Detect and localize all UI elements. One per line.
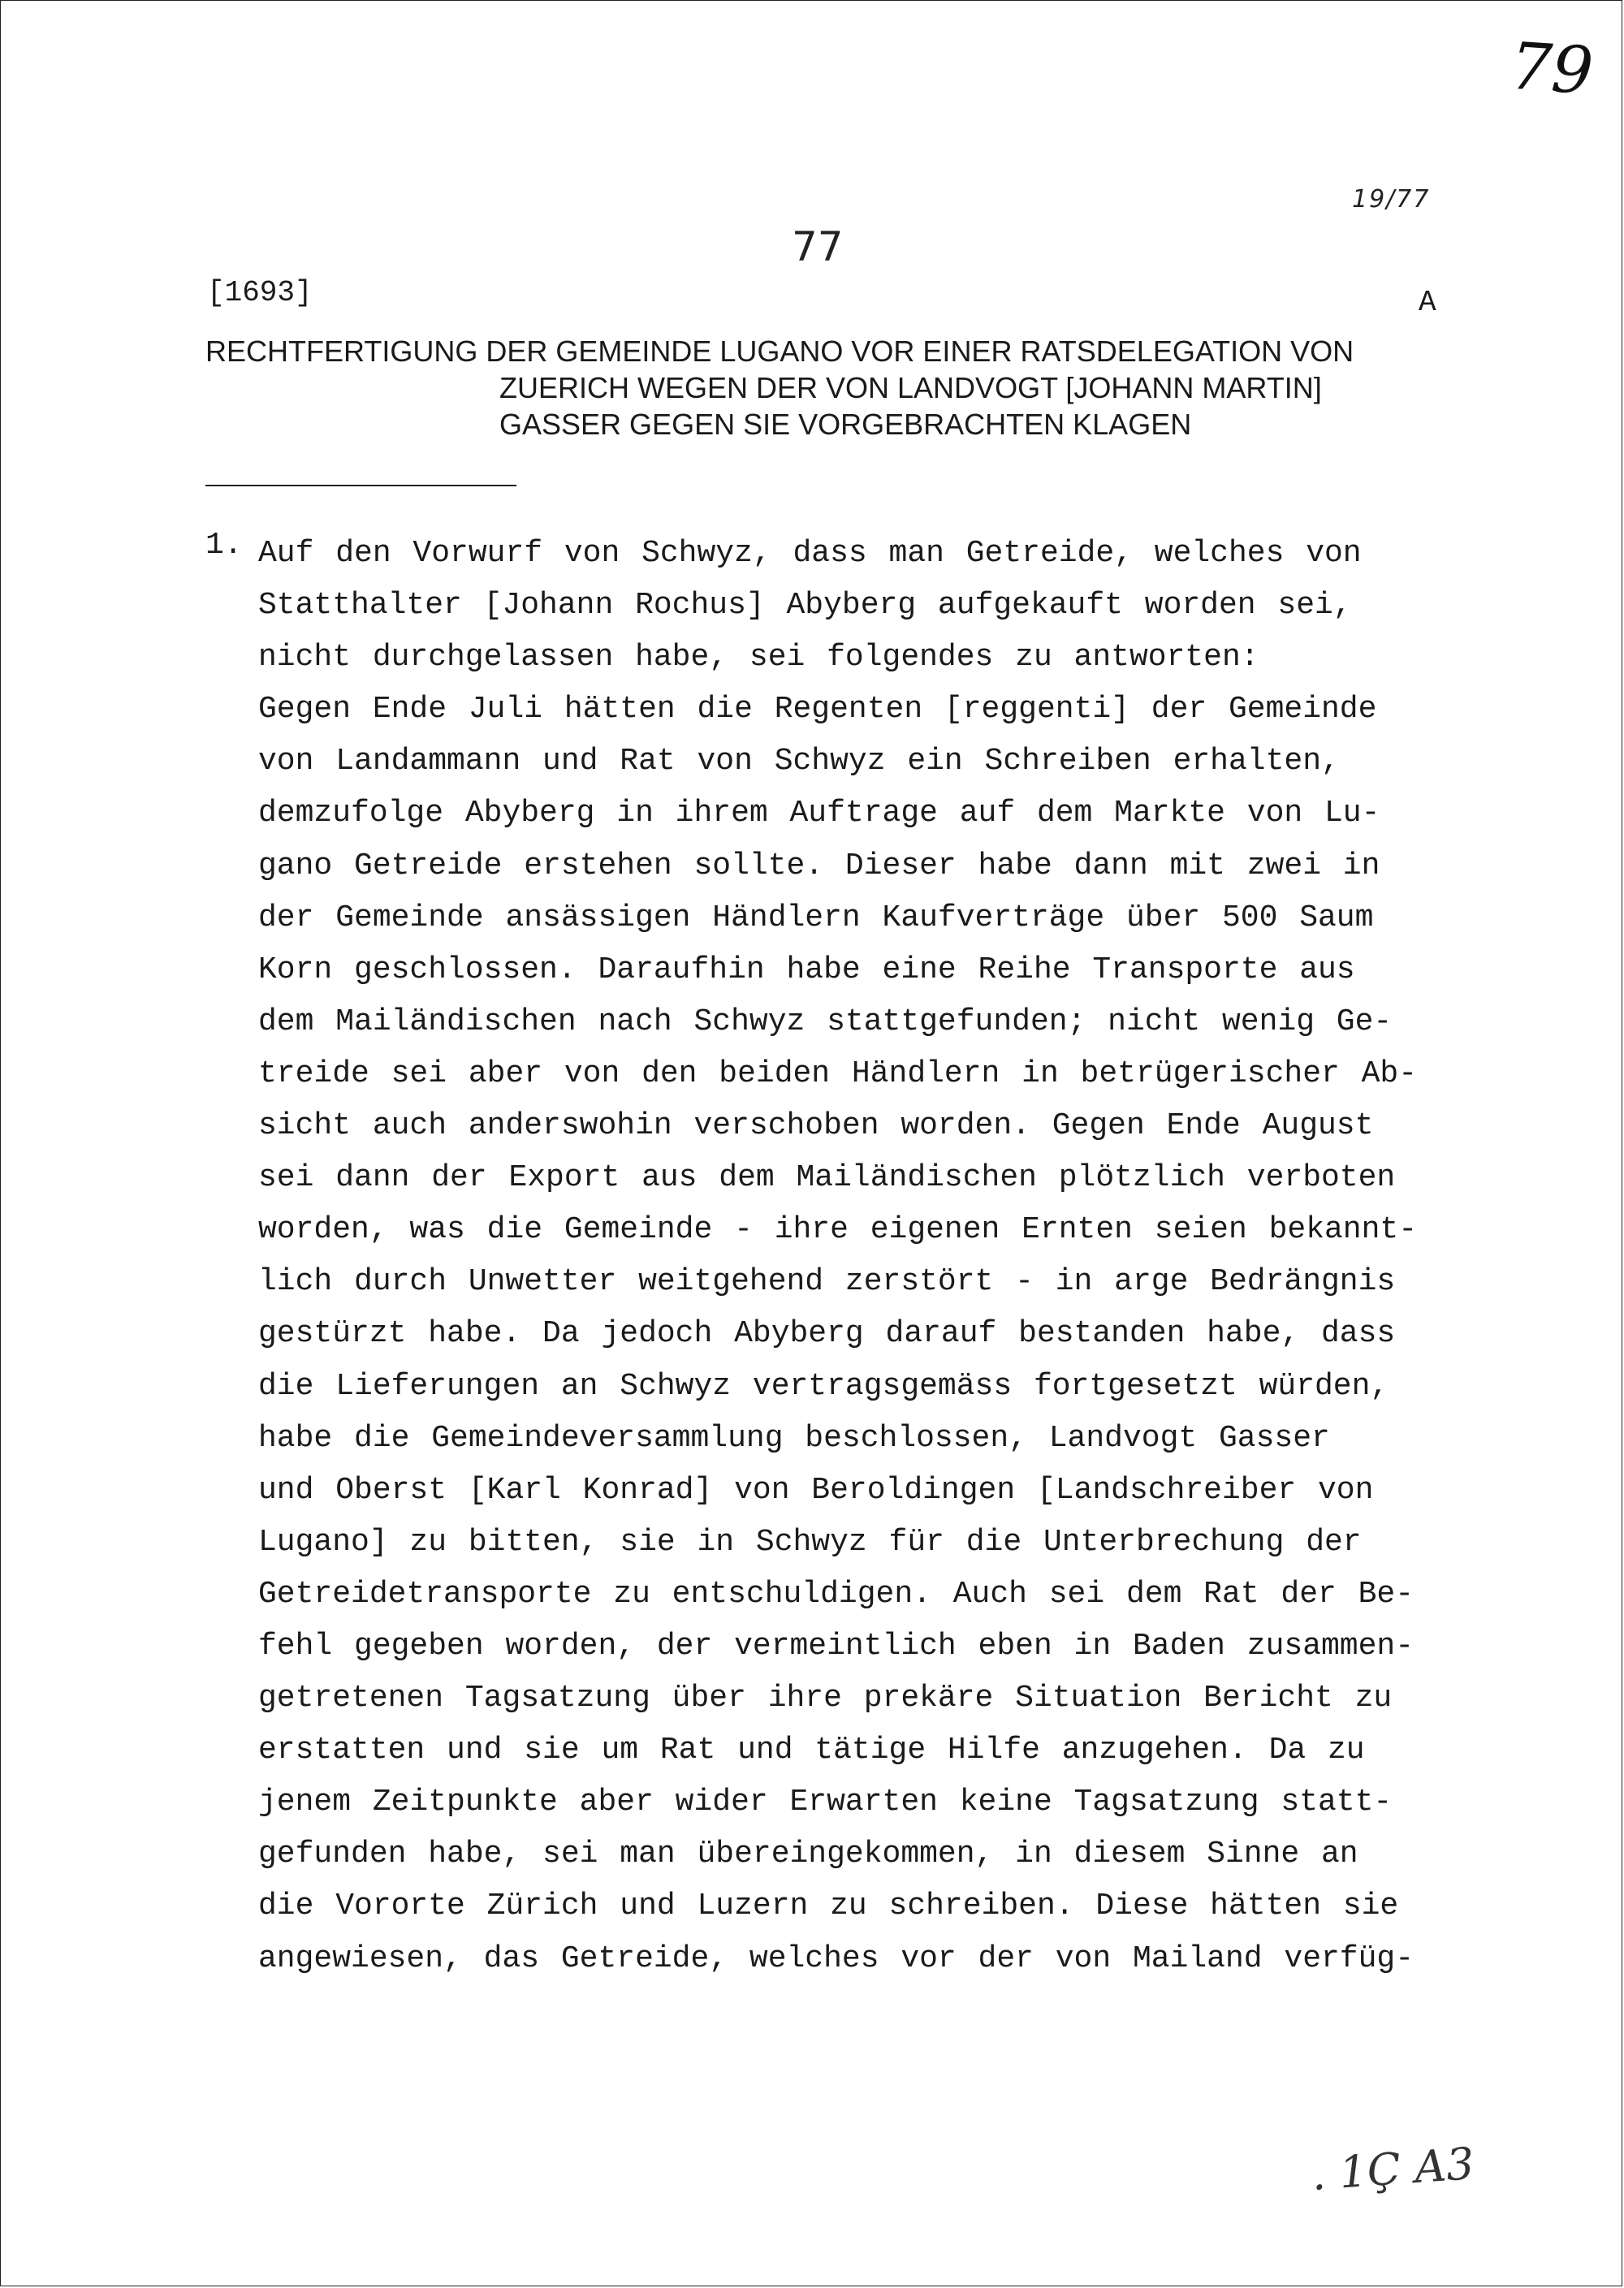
- body-line: gano Getreide erstehen sollte. Dieser habe dann mit zwei in: [258, 848, 1380, 883]
- document-title: [205, 333, 1448, 442]
- body-line: fehl gegeben worden, der vermeintlich eben in Baden zusammen-: [258, 1628, 1415, 1664]
- body-line: Korn geschlossen. Daraufhin habe eine Reihe Transporte aus: [258, 952, 1355, 987]
- document-type-letter: A: [1419, 286, 1436, 319]
- body-line: worden, was die Gemeinde - ihre eigenen Ernten seien bekannt-: [258, 1212, 1418, 1248]
- item-body: [258, 528, 1476, 1985]
- body-line: demzufolge Abyberg in ihrem Auftrage auf dem Markte von Lu-: [258, 796, 1380, 831]
- body-line: gefunden habe, sei man übereingekommen, in diesem Sinne an: [258, 1837, 1358, 1872]
- body-line: der Gemeinde ansässigen Händlern Kaufverträge über 500 Saum: [258, 900, 1374, 935]
- body-line: Auf den Vorwurf von Schwyz, dass man Getreide, welches von: [258, 536, 1362, 571]
- body-line: jenem Zeitpunkte aber wider Erwarten keine Tagsatzung statt-: [258, 1785, 1393, 1820]
- title-line: GASSER GEGEN SIE VORGEBRACHTEN KLAGEN: [499, 408, 1192, 441]
- body-line: dem Mailändischen nach Schwyz stattgefunden; nicht wenig Ge-: [258, 1004, 1393, 1039]
- body-line: habe die Gemeindeversammlung beschlossen, Landvogt Gasser: [258, 1420, 1330, 1456]
- document-year: [1693]: [207, 276, 313, 309]
- body-line: getretenen Tagsatzung über ihre prekäre Situation Bericht zu: [258, 1681, 1393, 1716]
- document-number: 77: [792, 223, 844, 270]
- body-line: nicht durchgelassen habe, sei folgendes zu antworten:: [258, 640, 1259, 676]
- body-line: sei dann der Export aus dem Mailändischen plötzlich verboten: [258, 1160, 1396, 1196]
- title-divider: [205, 485, 516, 486]
- title-line: ZUERICH WEGEN DER VON LANDVOGT [JOHANN MARTIN]: [499, 371, 1322, 404]
- body-line: Statthalter [Johann Rochus] Abyberg aufgekauft worden sei,: [258, 588, 1352, 624]
- body-line: treide sei aber von den beiden Händlern in betrügerischer Ab-: [258, 1056, 1418, 1091]
- body-line: Lugano] zu bitten, sie in Schwyz für die Unterbrechung der: [258, 1524, 1362, 1560]
- handwritten-page-number: 79: [1507, 28, 1596, 110]
- body-line: lich durch Unwetter weitgehend zerstört - in arge Bedrängnis: [258, 1264, 1396, 1300]
- body-line: Gegen Ende Juli hätten die Regenten [reggenti] der Gemeinde: [258, 692, 1377, 727]
- archive-number: 19/77: [1352, 185, 1431, 214]
- handwritten-bottom-note: . 1Ç A3: [1310, 2138, 1476, 2200]
- body-line: Getreidetransporte zu entschuldigen. Auch sei dem Rat der Be-: [258, 1576, 1415, 1612]
- body-line: die Vororte Zürich und Luzern zu schreiben. Diese hätten sie: [258, 1889, 1399, 1924]
- body-line: die Lieferungen an Schwyz vertragsgemäss fortgesetzt würden,: [258, 1368, 1389, 1404]
- body-line: sicht auch anderswohin verschoben worden. Gegen Ende August: [258, 1108, 1374, 1144]
- body-line: und Oberst [Karl Konrad] von Beroldingen [Landschreiber von: [258, 1472, 1374, 1508]
- title-line: RECHTFERTIGUNG DER GEMEINDE LUGANO VOR EINER RATSDELEGATION VON: [205, 335, 1354, 368]
- body-line: angewiesen, das Getreide, welches vor der von Mailand verfüg-: [258, 1940, 1415, 1976]
- item-number: 1.: [205, 528, 243, 563]
- body-line: von Landammann und Rat von Schwyz ein Schreiben erhalten,: [258, 744, 1340, 779]
- body-line: gestürzt habe. Da jedoch Abyberg darauf bestanden habe, dass: [258, 1316, 1396, 1352]
- body-line: erstatten und sie um Rat und tätige Hilfe anzugehen. Da zu: [258, 1733, 1365, 1768]
